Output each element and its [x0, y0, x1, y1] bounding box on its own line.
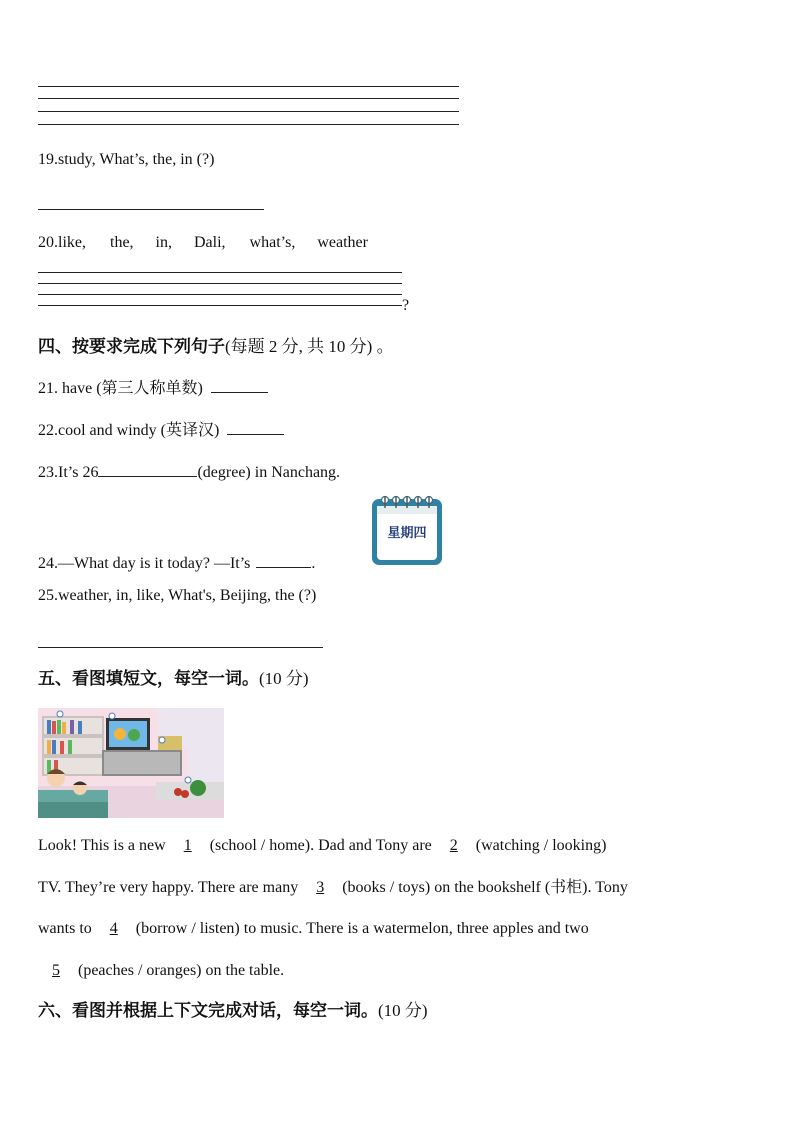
passage-blank-2[interactable]: 2 — [449, 837, 458, 854]
section-4-title: 四、按要求完成下列句子 — [38, 337, 225, 357]
question-20-word: the, — [110, 234, 134, 251]
answer-line — [38, 294, 402, 295]
question-20-word: in, — [155, 234, 172, 251]
passage-blank-1[interactable]: 1 — [183, 837, 192, 854]
passage-line-2 — [38, 878, 768, 898]
question-25: 25.weather, in, like, What's, Beijing, the (?) — [38, 587, 317, 604]
question-24-end: . — [311, 555, 316, 572]
passage-text: (peaches / oranges) on the table. — [74, 962, 285, 979]
question-20-word: like, — [58, 234, 86, 251]
question-21 — [38, 378, 268, 399]
passage-text: (books / toys) on the bookshelf (书柜). Tony — [338, 879, 628, 896]
section-5-heading — [38, 668, 309, 690]
answer-line-19[interactable] — [38, 209, 264, 210]
section-5-title: 五、看图填短文，每空一词。 — [38, 669, 259, 689]
section-4-heading — [38, 336, 394, 358]
question-20-word: weather — [317, 234, 368, 251]
question-21-text: 21. have (第三人称单数) — [38, 380, 203, 397]
answer-line — [38, 98, 459, 99]
question-23-after: (degree) in Nanchang. — [197, 464, 341, 481]
passage-line-4 — [38, 961, 768, 981]
answer-line — [38, 111, 459, 112]
section-4-score: (每题 2 分, 共 10 分) 。 — [225, 337, 394, 356]
living-room-picture — [38, 708, 224, 818]
question-20-word: what’s, — [249, 234, 296, 251]
answer-line — [38, 283, 402, 284]
answer-line — [38, 272, 402, 273]
passage-blank-5[interactable]: 5 — [52, 962, 60, 979]
passage-text: wants to — [38, 920, 96, 937]
passage-blank-3[interactable]: 3 — [316, 879, 325, 896]
passage-line-3 — [38, 919, 768, 939]
question-24-text: 24.—What day is it today? —It’s — [38, 555, 251, 572]
question-23-before: 23.It’s 26 — [38, 464, 99, 481]
passage-text: (borrow / listen) to music. There is a watermelon, three apples and two — [131, 920, 589, 937]
question-23 — [38, 462, 340, 483]
answer-line — [38, 124, 459, 125]
question-24 — [38, 553, 315, 574]
question-20 — [38, 233, 408, 253]
question-20-mark: ? — [402, 297, 410, 314]
passage-text: (watching / looking) — [471, 837, 607, 854]
question-20-word: Dali, — [194, 234, 226, 251]
passage-text: TV. They’re very happy. There are many — [38, 879, 303, 896]
passage-line-1 — [38, 836, 768, 856]
section-6-score: (10 分) — [378, 1001, 428, 1020]
answer-blank-22[interactable] — [227, 420, 284, 435]
answer-blank-23[interactable] — [98, 462, 197, 477]
question-22 — [38, 420, 284, 441]
answer-line-25[interactable] — [38, 647, 323, 648]
answer-line — [38, 86, 459, 87]
calendar-label: 星期四 — [387, 526, 427, 541]
passage-blank-4[interactable]: 4 — [109, 920, 118, 937]
question-19: 19.study, What’s, the, in (?) — [38, 151, 215, 168]
passage-text: Look! This is a new — [38, 837, 170, 854]
passage-text: (school / home). Dad and Tony are — [205, 837, 436, 854]
answer-line — [38, 305, 402, 306]
section-6-heading — [38, 1000, 428, 1022]
question-20-number: 20. — [38, 234, 58, 251]
calendar-icon — [371, 494, 443, 566]
section-6-title: 六、看图并根据上下文完成对话，每空一词。 — [38, 1001, 378, 1021]
answer-blank-21[interactable] — [211, 378, 268, 393]
section-5-score: (10 分) — [259, 669, 309, 688]
question-22-text: 22.cool and windy (英译汉) — [38, 422, 220, 439]
answer-blank-24[interactable] — [256, 553, 311, 568]
